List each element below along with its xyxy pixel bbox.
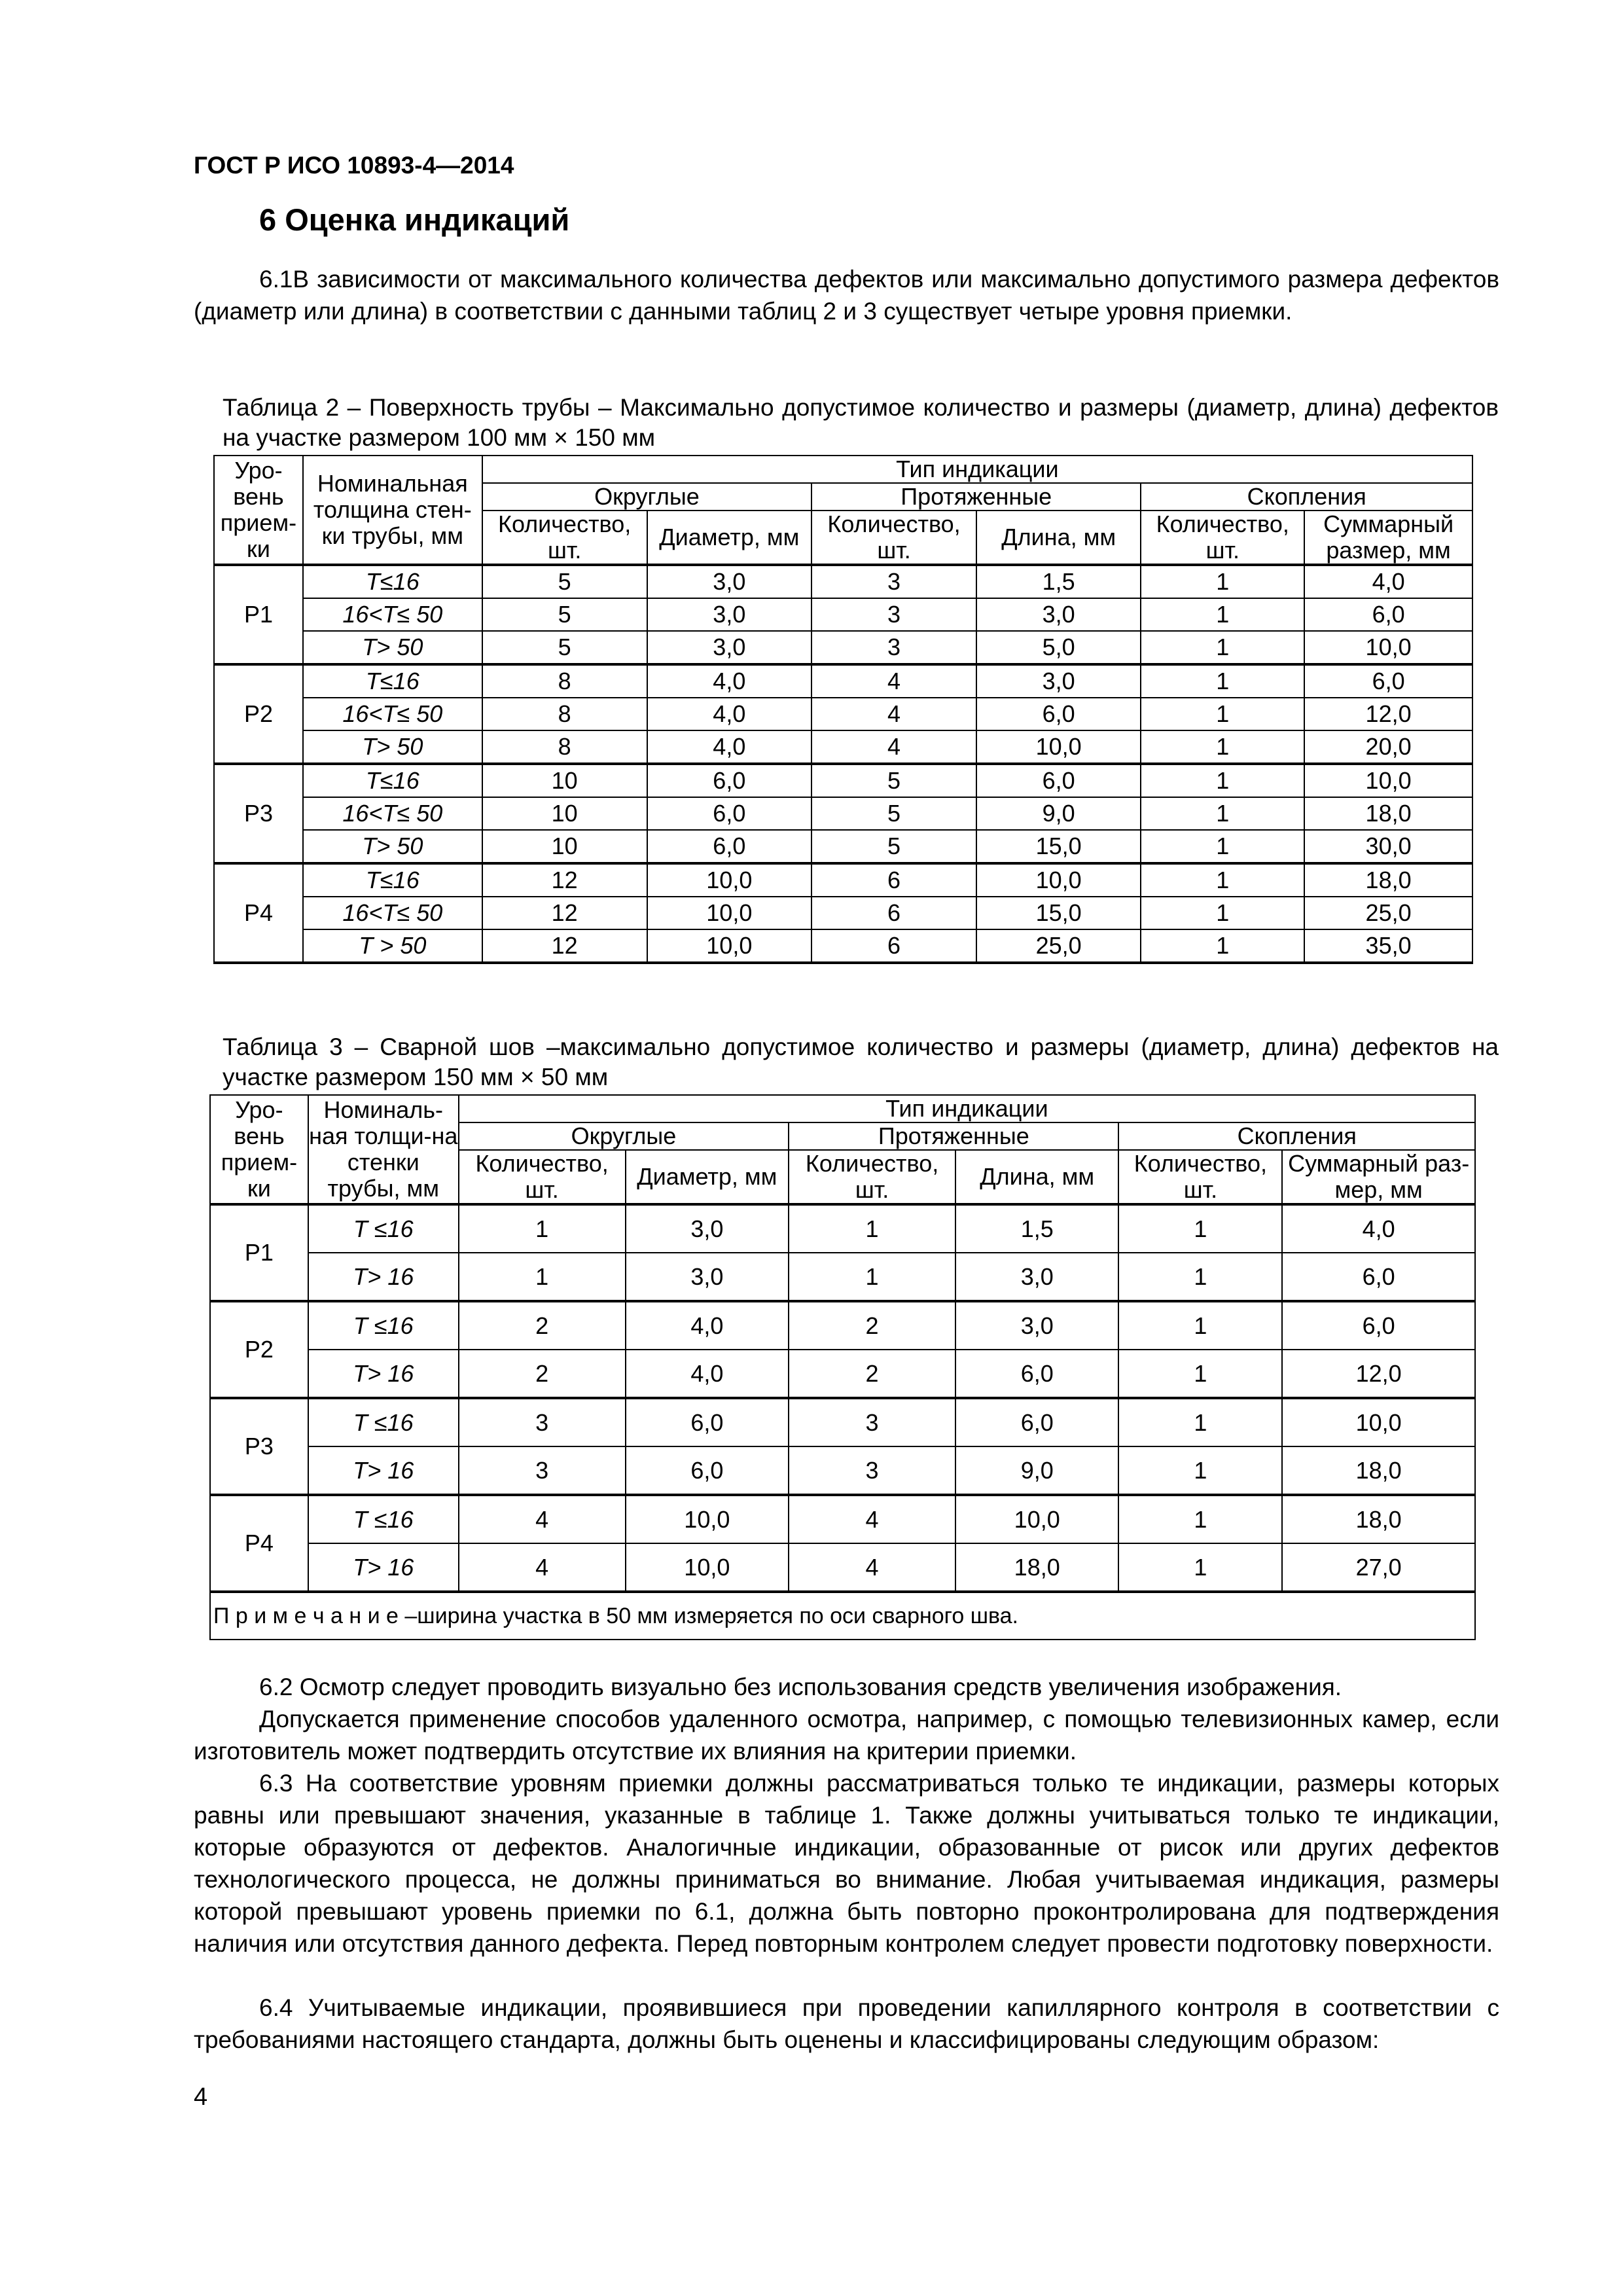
value-cell: 6,0 bbox=[976, 698, 1141, 730]
value-cell: 3,0 bbox=[647, 565, 812, 598]
value-cell: 6,0 bbox=[955, 1350, 1119, 1398]
thickness-cell: T> 50 bbox=[303, 730, 482, 764]
value-cell: 4 bbox=[459, 1543, 626, 1592]
value-cell: 3,0 bbox=[976, 598, 1141, 631]
value-cell: 6 bbox=[812, 863, 976, 897]
table-row bbox=[214, 863, 1472, 897]
value-cell: 8 bbox=[482, 698, 647, 730]
value-cell: 2 bbox=[459, 1301, 626, 1350]
value-cell: 20,0 bbox=[1304, 730, 1472, 764]
t3-head-level: Уро-вень прием-ки bbox=[210, 1095, 308, 1204]
thickness-cell: 16<T≤ 50 bbox=[303, 797, 482, 830]
value-cell: 5 bbox=[482, 565, 647, 598]
value-cell: 1 bbox=[1141, 565, 1304, 598]
paragraph-6-3: 6.3 На соответствие уровням приемки должны рассматриваться только те индикации, размеры которых равны или превышают значения, указанные в таблице 1. Также должны учитываться только те индикации, которые образуются от дефектов. Аналогичные индикации, образованные от рисок или других дефектов технологического процесса, не должны приниматься во внимание. Любая учитываемая индикация, размеры которой превышают уровень приемки по 6.1, должна быть повторно проконтролирована для подтверждения наличия или отсутствия данного дефекта. Перед повторным контролем следует провести подготовку поверхности. bbox=[194, 1770, 1499, 1957]
value-cell: 4 bbox=[789, 1543, 955, 1592]
thickness-cell: 16<T≤ 50 bbox=[303, 897, 482, 929]
t2-head-type: Тип индикации bbox=[482, 456, 1472, 483]
value-cell: 3 bbox=[789, 1398, 955, 1446]
t3-group-linear: Протяженные bbox=[789, 1122, 1118, 1150]
value-cell: 10,0 bbox=[955, 1495, 1119, 1543]
value-cell: 25,0 bbox=[1304, 897, 1472, 929]
value-cell: 6,0 bbox=[1304, 598, 1472, 631]
t2-col-qty: Количество, шт. bbox=[482, 511, 647, 565]
t2-col-len: Длина, мм bbox=[976, 511, 1141, 565]
value-cell: 10,0 bbox=[976, 863, 1141, 897]
value-cell: 12,0 bbox=[1282, 1350, 1475, 1398]
level-cell: P1 bbox=[214, 565, 303, 664]
level-cell: P4 bbox=[210, 1495, 308, 1592]
value-cell: 6,0 bbox=[1282, 1253, 1475, 1301]
t3-group-round: Округлые bbox=[459, 1122, 789, 1150]
value-cell: 5 bbox=[812, 797, 976, 830]
value-cell: 3 bbox=[789, 1446, 955, 1495]
t3-col-qty: Количество, шт. bbox=[789, 1150, 955, 1204]
t2-head-level: Уро-вень прием-ки bbox=[214, 456, 303, 565]
value-cell: 8 bbox=[482, 664, 647, 698]
table-row bbox=[210, 1301, 1475, 1350]
table3-note bbox=[210, 1592, 1475, 1640]
table-row bbox=[214, 698, 1472, 730]
value-cell: 6,0 bbox=[647, 764, 812, 797]
t2-col-qty: Количество, шт. bbox=[1141, 511, 1304, 565]
table-row bbox=[214, 631, 1472, 664]
level-cell: P2 bbox=[214, 664, 303, 764]
value-cell: 9,0 bbox=[976, 797, 1141, 830]
t2-col-qty: Количество, шт. bbox=[812, 511, 976, 565]
value-cell: 3 bbox=[459, 1446, 626, 1495]
value-cell: 1 bbox=[1141, 730, 1304, 764]
value-cell: 1 bbox=[1141, 764, 1304, 797]
t2-group-linear: Протяженные bbox=[812, 483, 1141, 511]
value-cell: 18,0 bbox=[1282, 1446, 1475, 1495]
value-cell: 1 bbox=[1141, 863, 1304, 897]
table-row bbox=[214, 897, 1472, 929]
value-cell: 3 bbox=[812, 598, 976, 631]
value-cell: 4,0 bbox=[626, 1301, 789, 1350]
value-cell: 5 bbox=[482, 631, 647, 664]
value-cell: 4,0 bbox=[1304, 565, 1472, 598]
value-cell: 3,0 bbox=[626, 1253, 789, 1301]
value-cell: 1 bbox=[1118, 1253, 1282, 1301]
value-cell: 1 bbox=[789, 1253, 955, 1301]
value-cell: 3,0 bbox=[647, 631, 812, 664]
value-cell: 1 bbox=[1118, 1204, 1282, 1253]
level-cell: P4 bbox=[214, 863, 303, 963]
t3-col-diam: Диаметр, мм bbox=[626, 1150, 789, 1204]
table-row bbox=[214, 664, 1472, 698]
table-row bbox=[210, 1253, 1475, 1301]
value-cell: 12 bbox=[482, 897, 647, 929]
value-cell: 1 bbox=[1141, 897, 1304, 929]
value-cell: 1 bbox=[1141, 598, 1304, 631]
value-cell: 5 bbox=[482, 598, 647, 631]
value-cell: 6,0 bbox=[1304, 664, 1472, 698]
value-cell: 25,0 bbox=[976, 929, 1141, 963]
value-cell: 4 bbox=[459, 1495, 626, 1543]
thickness-cell: T≤16 bbox=[303, 863, 482, 897]
value-cell: 1 bbox=[1118, 1495, 1282, 1543]
value-cell: 6,0 bbox=[626, 1398, 789, 1446]
value-cell: 1 bbox=[459, 1204, 626, 1253]
paragraph-6-2b: Допускается применение способов удаленного осмотра, например, с помощью телевизионных камер, если изготовитель может подтвердить отсутствие их влияния на критерии приемки. bbox=[194, 1706, 1499, 1765]
value-cell: 10,0 bbox=[1304, 764, 1472, 797]
value-cell: 1 bbox=[1118, 1446, 1282, 1495]
thickness-cell: T> 50 bbox=[303, 830, 482, 863]
paragraph-6-4: 6.4 Учитываемые индикации, проявившиеся при проведении капиллярного контроля в соответствии с требованиями настоящего стандарта, должны быть оценены и классифицированы следующим образом: bbox=[194, 1994, 1499, 2053]
value-cell: 10,0 bbox=[647, 929, 812, 963]
table-row bbox=[214, 929, 1472, 963]
value-cell: 12,0 bbox=[1304, 698, 1472, 730]
value-cell: 18,0 bbox=[1304, 797, 1472, 830]
value-cell: 6 bbox=[812, 897, 976, 929]
thickness-cell: T≤16 bbox=[303, 664, 482, 698]
value-cell: 10,0 bbox=[647, 897, 812, 929]
value-cell: 1 bbox=[1141, 664, 1304, 698]
thickness-cell: 16<T≤ 50 bbox=[303, 598, 482, 631]
value-cell: 1 bbox=[1118, 1543, 1282, 1592]
value-cell: 6,0 bbox=[647, 797, 812, 830]
thickness-cell: 16<T≤ 50 bbox=[303, 698, 482, 730]
table-row bbox=[210, 1495, 1475, 1543]
value-cell: 10,0 bbox=[626, 1543, 789, 1592]
value-cell: 6,0 bbox=[1282, 1301, 1475, 1350]
value-cell: 6,0 bbox=[647, 830, 812, 863]
value-cell: 3 bbox=[812, 631, 976, 664]
t3-col-qty: Количество, шт. bbox=[459, 1150, 626, 1204]
value-cell: 10,0 bbox=[976, 730, 1141, 764]
value-cell: 10 bbox=[482, 830, 647, 863]
value-cell: 18,0 bbox=[1304, 863, 1472, 897]
table-row bbox=[214, 830, 1472, 863]
value-cell: 4 bbox=[812, 664, 976, 698]
level-cell: P3 bbox=[214, 764, 303, 863]
thickness-cell: T ≤16 bbox=[308, 1204, 459, 1253]
t2-col-sum: Суммарный размер, мм bbox=[1304, 511, 1472, 565]
table-row bbox=[214, 730, 1472, 764]
value-cell: 1,5 bbox=[955, 1204, 1119, 1253]
value-cell: 12 bbox=[482, 863, 647, 897]
value-cell: 10 bbox=[482, 764, 647, 797]
value-cell: 3,0 bbox=[955, 1253, 1119, 1301]
table-row bbox=[214, 797, 1472, 830]
value-cell: 18,0 bbox=[1282, 1495, 1475, 1543]
value-cell: 10,0 bbox=[626, 1495, 789, 1543]
value-cell: 1 bbox=[1141, 797, 1304, 830]
level-cell: P3 bbox=[210, 1398, 308, 1495]
value-cell: 1 bbox=[1118, 1350, 1282, 1398]
page-number: 4 bbox=[194, 2083, 208, 2111]
table2 bbox=[213, 455, 1473, 964]
t2-head-thickness: Номинальная толщина стен-ки трубы, мм bbox=[303, 456, 482, 565]
value-cell: 1,5 bbox=[976, 565, 1141, 598]
t3-group-cluster: Скопления bbox=[1118, 1122, 1475, 1150]
value-cell: 1 bbox=[1141, 698, 1304, 730]
value-cell: 2 bbox=[789, 1301, 955, 1350]
table-row bbox=[210, 1350, 1475, 1398]
value-cell: 4 bbox=[812, 698, 976, 730]
value-cell: 35,0 bbox=[1304, 929, 1472, 963]
value-cell: 27,0 bbox=[1282, 1543, 1475, 1592]
value-cell: 6,0 bbox=[955, 1398, 1119, 1446]
value-cell: 12 bbox=[482, 929, 647, 963]
value-cell: 10,0 bbox=[647, 863, 812, 897]
thickness-cell: T> 16 bbox=[308, 1350, 459, 1398]
value-cell: 6 bbox=[812, 929, 976, 963]
value-cell: 6,0 bbox=[626, 1446, 789, 1495]
value-cell: 3,0 bbox=[976, 664, 1141, 698]
value-cell: 4,0 bbox=[1282, 1204, 1475, 1253]
value-cell: 5,0 bbox=[976, 631, 1141, 664]
t3-col-len: Длина, мм bbox=[955, 1150, 1119, 1204]
value-cell: 3,0 bbox=[626, 1204, 789, 1253]
value-cell: 1 bbox=[1118, 1398, 1282, 1446]
t2-group-cluster: Скопления bbox=[1141, 483, 1472, 511]
thickness-cell: T> 16 bbox=[308, 1253, 459, 1301]
level-cell: P1 bbox=[210, 1204, 308, 1301]
thickness-cell: T> 16 bbox=[308, 1446, 459, 1495]
value-cell: 1 bbox=[1118, 1301, 1282, 1350]
paragraph-6-2a: 6.2 Осмотр следует проводить визуально без использования средств увеличения изображения. bbox=[259, 1674, 1342, 1700]
table3-caption: Таблица 3 – Сварной шов –максимально допустимое количество и размеры (диаметр, длина) дефектов на участке размером 150 мм × 50 мм bbox=[223, 1033, 1499, 1090]
thickness-cell: T ≤16 bbox=[308, 1301, 459, 1350]
value-cell: 1 bbox=[1141, 830, 1304, 863]
value-cell: 18,0 bbox=[955, 1543, 1119, 1592]
thickness-cell: T≤16 bbox=[303, 764, 482, 797]
document-header: ГОСТ Р ИСО 10893-4—2014 bbox=[194, 152, 514, 179]
note-text: –ширина участка в 50 мм измеряется по оси сварного шва. bbox=[398, 1604, 1019, 1628]
table-row bbox=[210, 1204, 1475, 1253]
value-cell: 2 bbox=[459, 1350, 626, 1398]
value-cell: 2 bbox=[789, 1350, 955, 1398]
value-cell: 10,0 bbox=[1304, 631, 1472, 664]
thickness-cell: T ≤16 bbox=[308, 1495, 459, 1543]
thickness-cell: T≤16 bbox=[303, 565, 482, 598]
value-cell: 9,0 bbox=[955, 1446, 1119, 1495]
value-cell: 4,0 bbox=[647, 698, 812, 730]
t3-col-qty: Количество, шт. bbox=[1118, 1150, 1282, 1204]
section-title: 6 Оценка индикаций bbox=[259, 202, 570, 237]
value-cell: 10,0 bbox=[1282, 1398, 1475, 1446]
thickness-cell: T> 16 bbox=[308, 1543, 459, 1592]
thickness-cell: T > 50 bbox=[303, 929, 482, 963]
t3-col-sum: Суммарный раз-мер, мм bbox=[1282, 1150, 1475, 1204]
value-cell: 4,0 bbox=[647, 730, 812, 764]
level-cell: P2 bbox=[210, 1301, 308, 1398]
t2-group-round: Округлые bbox=[482, 483, 812, 511]
thickness-cell: T ≤16 bbox=[308, 1398, 459, 1446]
value-cell: 4 bbox=[789, 1495, 955, 1543]
table2-caption: Таблица 2 – Поверхность трубы – Максимально допустимое количество и размеры (диаметр, длина) дефектов на участке размером 100 мм × 150 мм bbox=[223, 394, 1499, 451]
value-cell: 10 bbox=[482, 797, 647, 830]
value-cell: 4 bbox=[812, 730, 976, 764]
value-cell: 1 bbox=[1141, 631, 1304, 664]
table3 bbox=[209, 1094, 1476, 1640]
value-cell: 6,0 bbox=[976, 764, 1141, 797]
t3-head-thickness: Номиналь-ная толщи-на стенки трубы, мм bbox=[308, 1095, 459, 1204]
value-cell: 1 bbox=[1141, 929, 1304, 963]
paragraph-6-1: 6.1В зависимости от максимального количества дефектов или максимально допустимого размера дефектов (диаметр или длина) в соответствии с данными таблиц 2 и 3 существует четыре уровня приемки. bbox=[194, 266, 1499, 325]
value-cell: 3 bbox=[459, 1398, 626, 1446]
value-cell: 8 bbox=[482, 730, 647, 764]
value-cell: 4,0 bbox=[647, 664, 812, 698]
value-cell: 15,0 bbox=[976, 897, 1141, 929]
t2-col-diam: Диаметр, мм bbox=[647, 511, 812, 565]
value-cell: 3,0 bbox=[955, 1301, 1119, 1350]
table-row bbox=[210, 1398, 1475, 1446]
table-row bbox=[214, 598, 1472, 631]
thickness-cell: T> 50 bbox=[303, 631, 482, 664]
value-cell: 3 bbox=[812, 565, 976, 598]
value-cell: 5 bbox=[812, 830, 976, 863]
value-cell: 5 bbox=[812, 764, 976, 797]
value-cell: 4,0 bbox=[626, 1350, 789, 1398]
value-cell: 30,0 bbox=[1304, 830, 1472, 863]
value-cell: 3,0 bbox=[647, 598, 812, 631]
note-label: П р и м е ч а н и е bbox=[213, 1604, 399, 1628]
value-cell: 1 bbox=[459, 1253, 626, 1301]
table-row bbox=[210, 1543, 1475, 1592]
table-row bbox=[214, 764, 1472, 797]
t3-head-type: Тип индикации bbox=[459, 1095, 1475, 1122]
value-cell: 1 bbox=[789, 1204, 955, 1253]
value-cell: 15,0 bbox=[976, 830, 1141, 863]
table-row bbox=[214, 565, 1472, 598]
table-row bbox=[210, 1446, 1475, 1495]
